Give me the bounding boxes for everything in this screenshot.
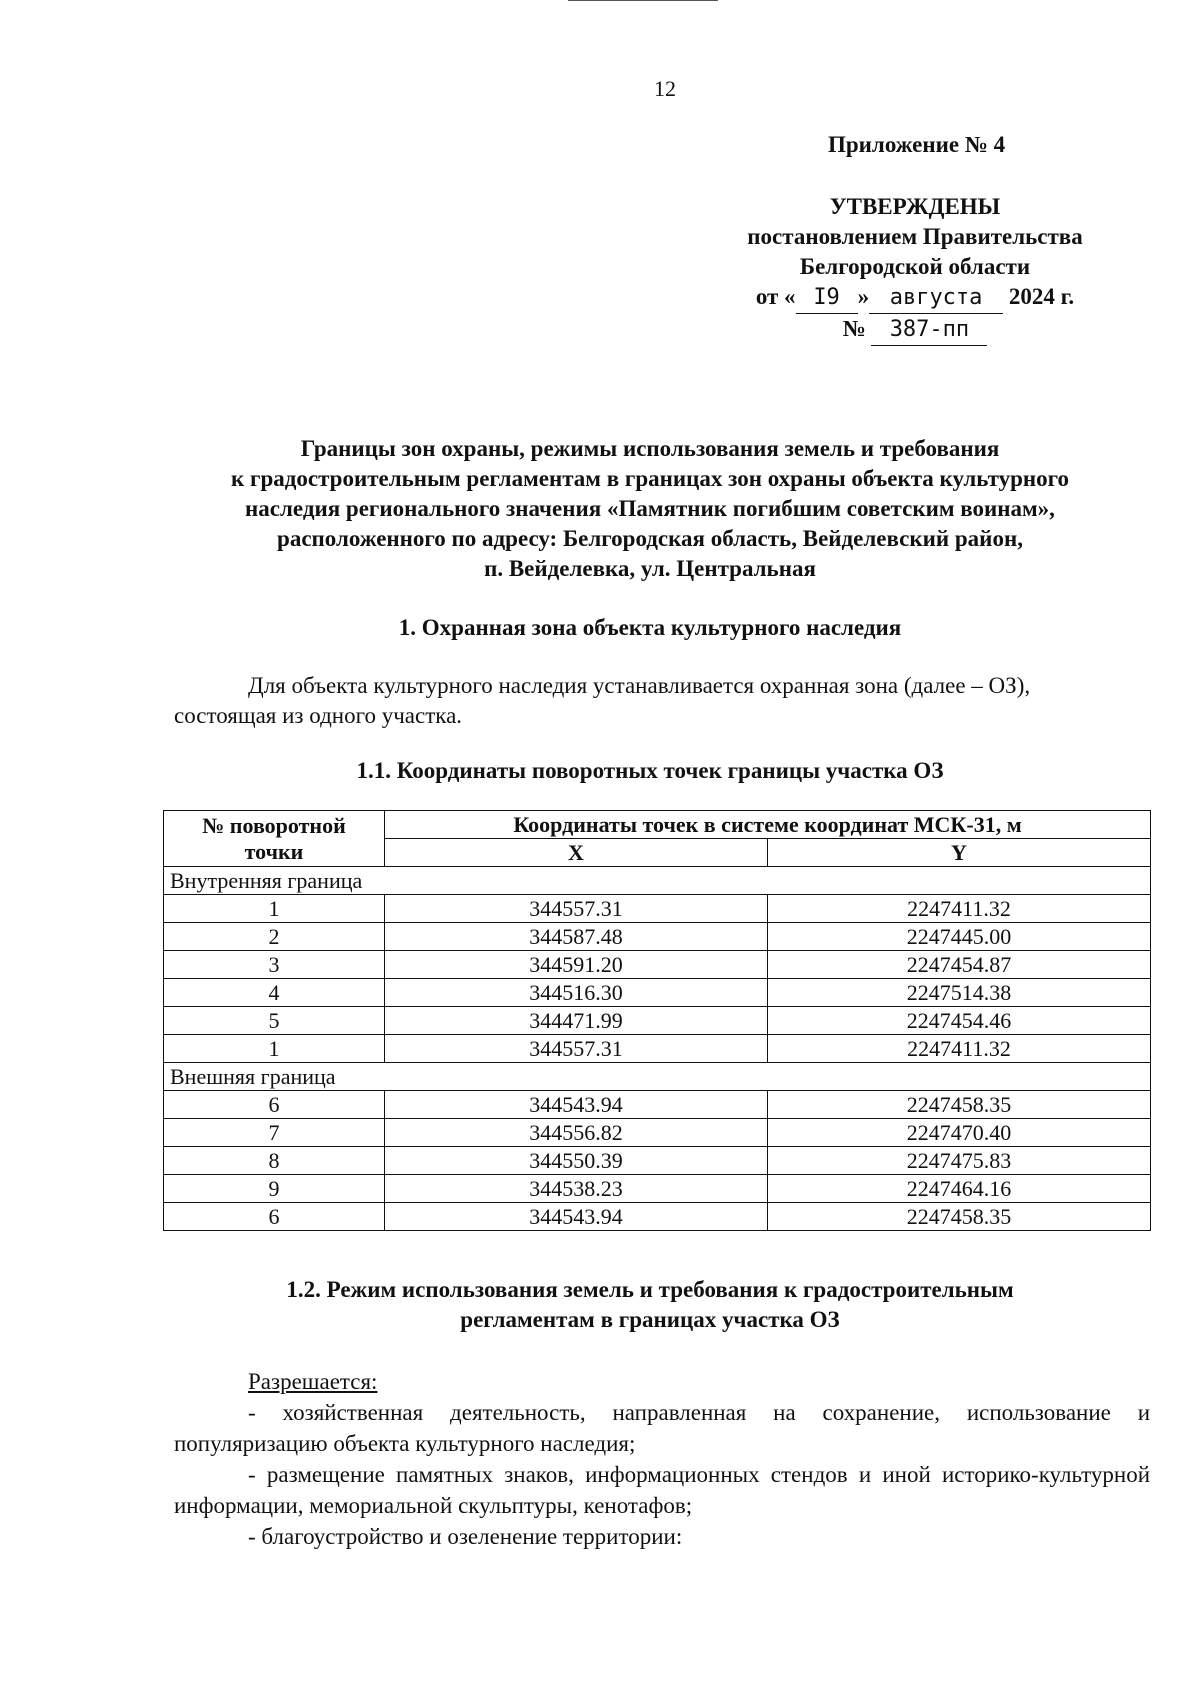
header-point-line1: № поворотной — [202, 812, 346, 838]
allowed-item-1: - хозяйственная деятельность, направленная на сохранение, использование и популяризацию объекта культурного наследия; — [174, 1400, 1150, 1456]
coord-y: 2247514.38 — [768, 979, 1151, 1007]
date-month: августа — [869, 283, 1003, 314]
coord-x: 344550.39 — [385, 1147, 768, 1175]
point-number: 1 — [164, 1035, 385, 1063]
table-row — [164, 979, 1151, 1007]
point-number: 9 — [164, 1175, 385, 1203]
point-number: 1 — [164, 895, 385, 923]
document-title — [150, 434, 1150, 584]
title-line-3: наследия регионального значения «Памятник погибшим советским воинам», — [245, 496, 1055, 521]
allowed-item-2: - размещение памятных знаков, информационных стендов и иной историко-культурной информации, мемориальной скульптуры, кенотафов; — [174, 1462, 1150, 1518]
approved-title: УТВЕРЖДЕНЫ — [829, 194, 1001, 219]
point-number: 4 — [164, 979, 385, 1007]
section-1-para-line2: состоящая из одного участка. — [174, 703, 463, 728]
table-row — [164, 1007, 1151, 1035]
coord-x: 344557.31 — [385, 895, 768, 923]
section-1-2-heading-line1: 1.2. Режим использования земель и требования к градостроительным — [286, 1277, 1014, 1302]
approval-number — [690, 314, 1140, 346]
coord-y: 2247464.16 — [768, 1175, 1151, 1203]
section-1-2-heading-line2: регламентам в границах участка ОЗ — [460, 1307, 840, 1332]
section-1-paragraph — [174, 671, 1150, 731]
allowed-item-3: - благоустройство и озеленение территории: — [248, 1524, 683, 1549]
table-row — [164, 1203, 1151, 1231]
coord-x: 344471.99 — [385, 1007, 768, 1035]
coord-y: 2247454.46 — [768, 1007, 1151, 1035]
header-x: X — [385, 839, 768, 867]
allowed-list — [174, 1366, 1150, 1552]
title-line-2: к градостроительным регламентам в границах зон охраны объекта культурного — [231, 466, 1069, 491]
coord-y: 2247470.40 — [768, 1119, 1151, 1147]
date-day: I9 — [796, 283, 858, 314]
coord-x: 344587.48 — [385, 923, 768, 951]
number-value: 387-пп — [871, 315, 987, 346]
table-row — [164, 1091, 1151, 1119]
coord-y: 2247411.32 — [768, 895, 1151, 923]
point-number: 2 — [164, 923, 385, 951]
allowed-label: Разрешается: — [248, 1369, 378, 1394]
inner-boundary-label: Внутренняя граница — [164, 867, 1151, 895]
appendix-number: Приложение № 4 — [828, 132, 1006, 157]
approved-by-line1: постановлением Правительства — [747, 224, 1083, 249]
number-prefix: № — [842, 316, 866, 341]
point-number: 6 — [164, 1203, 385, 1231]
table-row — [164, 1119, 1151, 1147]
coord-x: 344543.94 — [385, 1091, 768, 1119]
top-edge-line — [568, 0, 718, 1]
approval-block — [690, 130, 1140, 346]
coord-y: 2247458.35 — [768, 1203, 1151, 1231]
point-number: 6 — [164, 1091, 385, 1119]
header-point-line2: точки — [244, 838, 304, 864]
title-line-4: расположенного по адресу: Белгородская область, Вейделевский район, — [277, 526, 1023, 551]
coord-y: 2247445.00 — [768, 923, 1151, 951]
approval-date — [690, 282, 1140, 314]
section-1-para-line1: Для объекта культурного наследия устанавливается охранная зона (далее – ОЗ), — [248, 673, 1031, 698]
table-row — [164, 951, 1151, 979]
header-y: Y — [768, 839, 1151, 867]
point-number: 5 — [164, 1007, 385, 1035]
point-number: 3 — [164, 951, 385, 979]
outer-boundary-label: Внешняя граница — [164, 1063, 1151, 1091]
point-number: 8 — [164, 1147, 385, 1175]
coord-x: 344591.20 — [385, 951, 768, 979]
date-mid: » — [857, 284, 870, 309]
coord-x: 344557.31 — [385, 1035, 768, 1063]
coord-y: 2247454.87 — [768, 951, 1151, 979]
table-row — [164, 1175, 1151, 1203]
coord-y: 2247411.32 — [768, 1035, 1151, 1063]
section-1-2-heading — [150, 1275, 1150, 1335]
table-row — [164, 1035, 1151, 1063]
coordinates-table — [163, 810, 1151, 1231]
section-1-1-heading: 1.1. Координаты поворотных точек границы участка ОЗ — [356, 758, 944, 783]
title-line-1: Границы зон охраны, режимы использования земель и требования — [300, 436, 1000, 461]
group-row-inner — [164, 867, 1151, 895]
header-point-number — [164, 811, 385, 867]
group-row-outer — [164, 1063, 1151, 1091]
date-year: 2024 г. — [1008, 284, 1075, 309]
coord-x: 344556.82 — [385, 1119, 768, 1147]
title-line-5: п. Вейделевка, ул. Центральная — [484, 556, 816, 581]
coord-x: 344543.94 — [385, 1203, 768, 1231]
point-number: 7 — [164, 1119, 385, 1147]
table-row — [164, 1147, 1151, 1175]
coord-y: 2247458.35 — [768, 1091, 1151, 1119]
section-1-heading: 1. Охранная зона объекта культурного наследия — [398, 615, 902, 640]
coord-x: 344538.23 — [385, 1175, 768, 1203]
approved-by-line2: Белгородской области — [799, 254, 1031, 279]
date-prefix: от « — [755, 284, 796, 309]
coord-y: 2247475.83 — [768, 1147, 1151, 1175]
coord-x: 344516.30 — [385, 979, 768, 1007]
header-coordinates: Координаты точек в системе координат МСК-31, м — [385, 811, 1151, 839]
table-row — [164, 895, 1151, 923]
table-row — [164, 923, 1151, 951]
page-number: 12 — [654, 76, 676, 101]
